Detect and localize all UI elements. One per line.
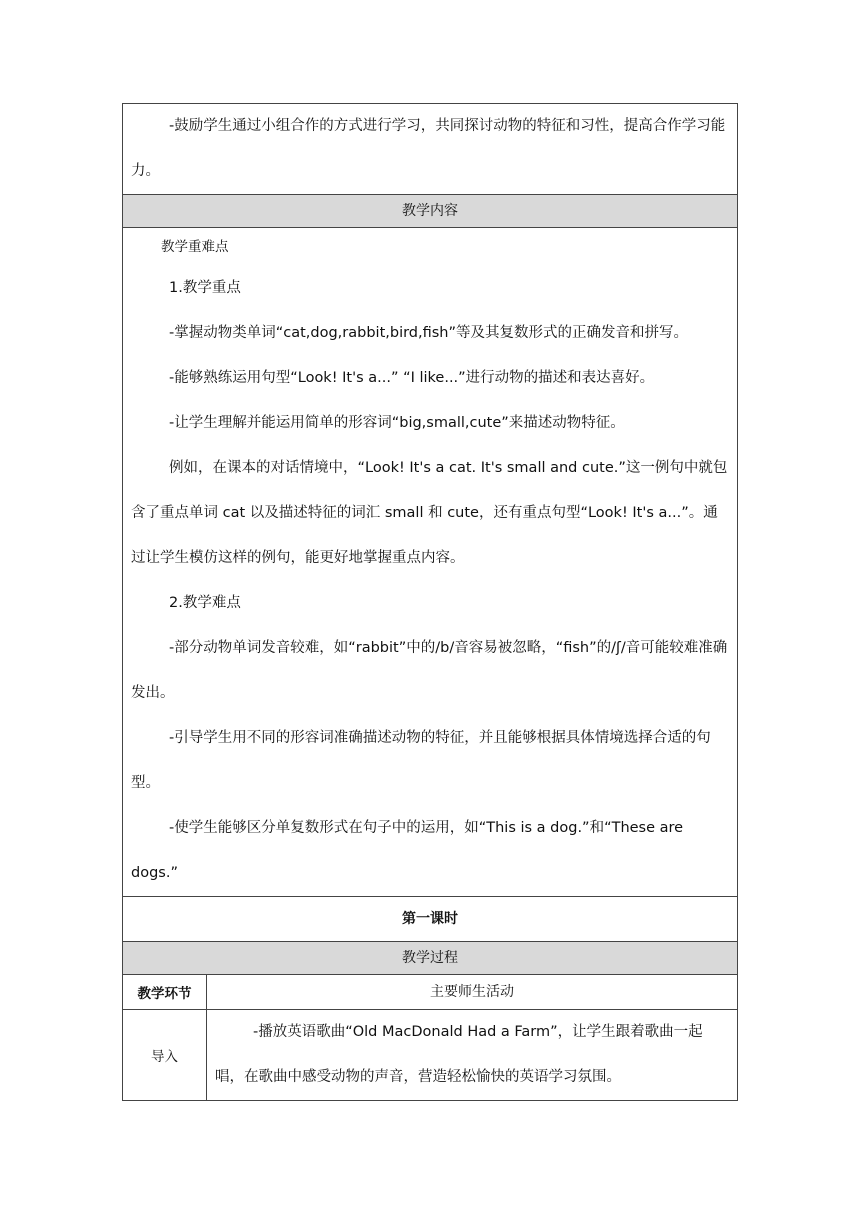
key-point-example: 例如，在课本的对话情境中，“Look! It's a cat. It's small and cute.”这一例句中就包含了重点单词 cat 以及描述特征的词汇 small 和 cute，还有重点句型“Look! It's a...”。通过让学生模仿这样的例句，能更好地掌握重点内容。 xyxy=(131,460,728,566)
lesson-plan-table xyxy=(122,103,738,1101)
stage-column-header: 教学环节 xyxy=(123,975,207,1009)
key-point-item: -能够熟练运用句型“Look! It's a...” “I like...”进行动物的描述和表达喜好。 xyxy=(169,370,655,386)
process-row xyxy=(123,1010,737,1100)
activity-cell: -播放英语歌曲“Old MacDonald Had a Farm”，让学生跟着歌曲一起唱，在歌曲中感受动物的声音，营造轻松愉快的英语学习氛围。 xyxy=(215,1024,703,1085)
teaching-content-body xyxy=(123,228,737,897)
process-column-headers xyxy=(123,975,737,1010)
teaching-process-header: 教学过程 xyxy=(123,942,737,975)
key-point-item: -掌握动物类单词“cat,dog,rabbit,bird,fish”等及其复数形式的正确发音和拼写。 xyxy=(169,325,689,341)
activity-column-header: 主要师生活动 xyxy=(430,984,514,1000)
teaching-content-header: 教学内容 xyxy=(123,195,737,228)
key-point-item: -让学生理解并能运用简单的形容词“big,small,cute”来描述动物特征。 xyxy=(169,415,625,431)
key-points-heading: 1.教学重点 xyxy=(169,280,241,296)
stage-cell: 导入 xyxy=(123,1010,207,1100)
difficult-points-heading: 2.教学难点 xyxy=(169,595,241,611)
objective-row xyxy=(123,104,737,195)
objective-paragraph: -鼓励学生通过小组合作的方式进行学习，共同探讨动物的特征和习性，提高合作学习能力。 xyxy=(131,118,726,179)
difficult-point-item: -使学生能够区分单复数形式在句子中的运用，如“This is a dog.”和“These are dogs.” xyxy=(131,820,684,881)
difficult-point-item: -引导学生用不同的形容词准确描述动物的特征，并且能够根据具体情境选择合适的句型。 xyxy=(131,730,711,791)
difficult-point-item: -部分动物单词发音较难，如“rabbit”中的/b/音容易被忽略，“fish”的/ʃ/音可能较难准确发出。 xyxy=(131,640,728,701)
key-difficult-title: 教学重难点 xyxy=(161,239,229,255)
lesson-title: 第一课时 xyxy=(123,897,737,942)
